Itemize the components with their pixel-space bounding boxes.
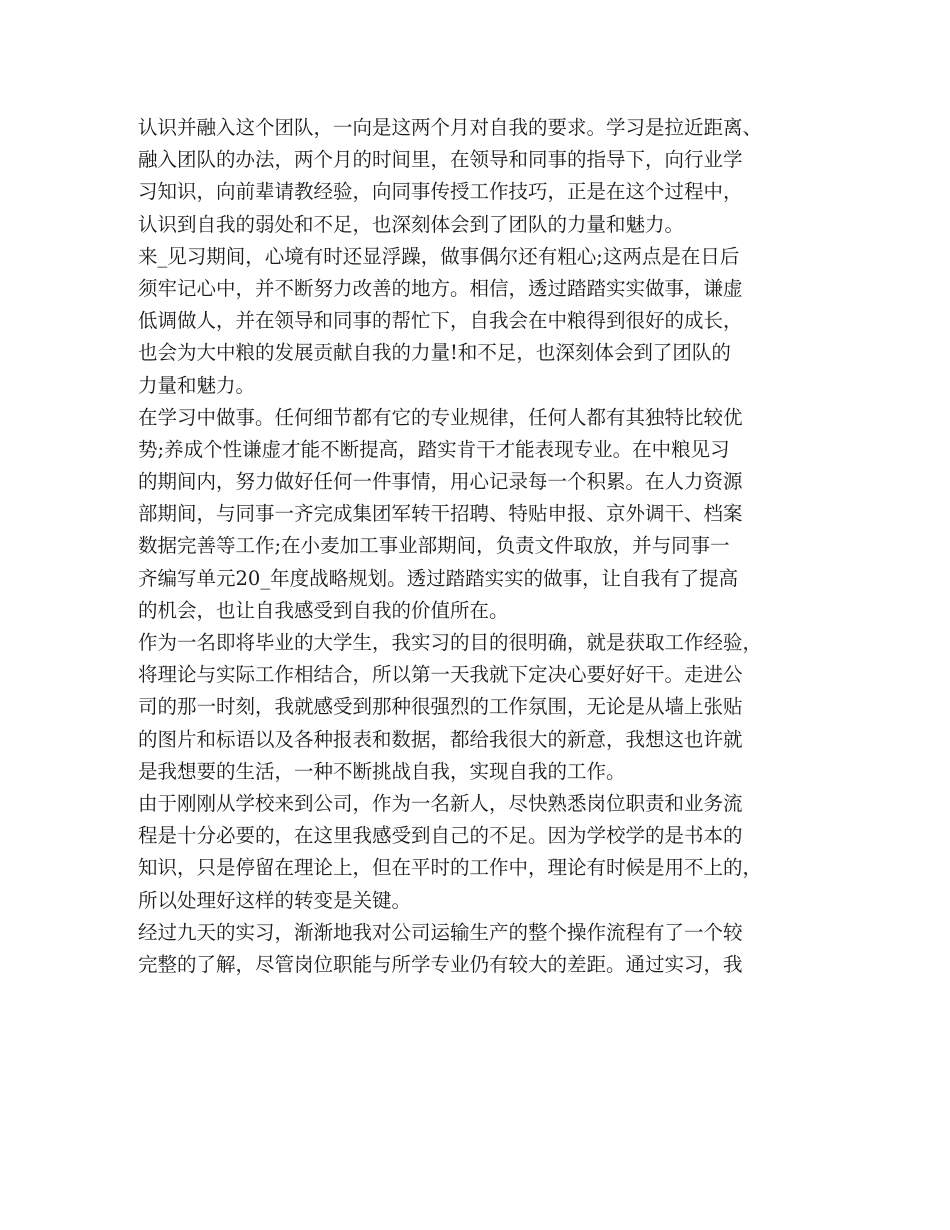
text-line: 的期间内，努力做好任何一件事情，用心记录每一个积累。在人力资源 [138, 470, 743, 494]
text-line: 齐编写单元20_年度战略规划。透过踏踏实实的做事，让自我有了提高 [138, 566, 739, 590]
text-line: 力量和魅力。 [138, 373, 256, 397]
text-line: 所以处理好这样的转变是关键。 [138, 888, 412, 912]
text-line: 在学习中做事。任何细节都有它的专业规律，任何人都有其独特比较优 [138, 405, 743, 429]
text-line: 的图片和标语以及各种报表和数据，都给我很大的新意，我想这也许就 [138, 727, 743, 751]
text-line: 由于刚刚从学校来到公司，作为一名新人，尽快熟悉岗位职责和业务流 [138, 791, 743, 815]
text-line: 司的那一时刻，我就感受到那种很强烈的工作氛围，无论是从墙上张贴 [138, 695, 743, 719]
paragraph-2 [138, 241, 818, 402]
text-line: 将理论与实际工作相结合，所以第一天我就下定决心要好好干。走进公 [138, 663, 743, 687]
text-line: 认识到自我的弱处和不足，也深刻体会到了团队的力量和魅力。 [138, 212, 685, 236]
text-line: 融入团队的办法，两个月的时间里，在领导和同事的指导下，向行业学 [138, 148, 743, 172]
text-line: 是我想要的生活，一种不断挑战自我，实现自我的工作。 [138, 759, 626, 783]
text-line: 低调做人，并在领导和同事的帮忙下，自我会在中粮得到很好的成长， [138, 309, 743, 333]
paragraph-1 [138, 112, 818, 241]
text-line: 作为一名即将毕业的大学生，我实习的目的很明确，就是获取工作经验， [138, 631, 763, 654]
paragraph-4 [138, 627, 818, 788]
text-line: 知识，只是停留在理论上，但在平时的工作中，理论有时候是用不上的， [138, 856, 763, 880]
text-line: 部期间，与同事一齐完成集团军转干招聘、特贴申报、京外调干、档案 [138, 502, 743, 526]
text-line: 的机会，也让自我感受到自我的价值所在。 [138, 598, 509, 622]
paragraph-5 [138, 788, 818, 917]
text-line: 势;养成个性谦虚才能不断提高，踏实肯干才能表现专业。在中粮见习 [138, 437, 730, 461]
text-line: 程是十分必要的，在这里我感受到自己的不足。因为学校学的是书本的 [138, 824, 743, 848]
text-line: 来_见习期间，心境有时还显浮躁，做事偶尔还有粗心;这两点是在日后 [138, 244, 740, 268]
text-line: 数据完善等工作;在小麦加工事业部期间，负责文件取放，并与同事一 [138, 534, 730, 558]
document-body [138, 112, 818, 981]
paragraph-6 [138, 917, 818, 981]
paragraph-3 [138, 402, 818, 627]
text-line: 认识并融入这个团队，一向是这两个月对自我的要求。学习是拉近距离、 [138, 116, 763, 139]
text-line: 须牢记心中，并不断努力改善的地方。相信，透过踏踏实实做事，谦虚 [138, 276, 743, 300]
text-line: 完整的了解，尽管岗位职能与所学专业仍有较大的差距。通过实习，我 [138, 952, 743, 976]
text-line: 习知识，向前辈请教经验，向同事传授工作技巧，正是在这个过程中， [138, 180, 743, 204]
text-line: 经过九天的实习，渐渐地我对公司运输生产的整个操作流程有了一个较 [138, 920, 743, 944]
text-line: 也会为大中粮的发展贡献自我的力量!和不足，也深刻体会到了团队的 [138, 341, 731, 365]
